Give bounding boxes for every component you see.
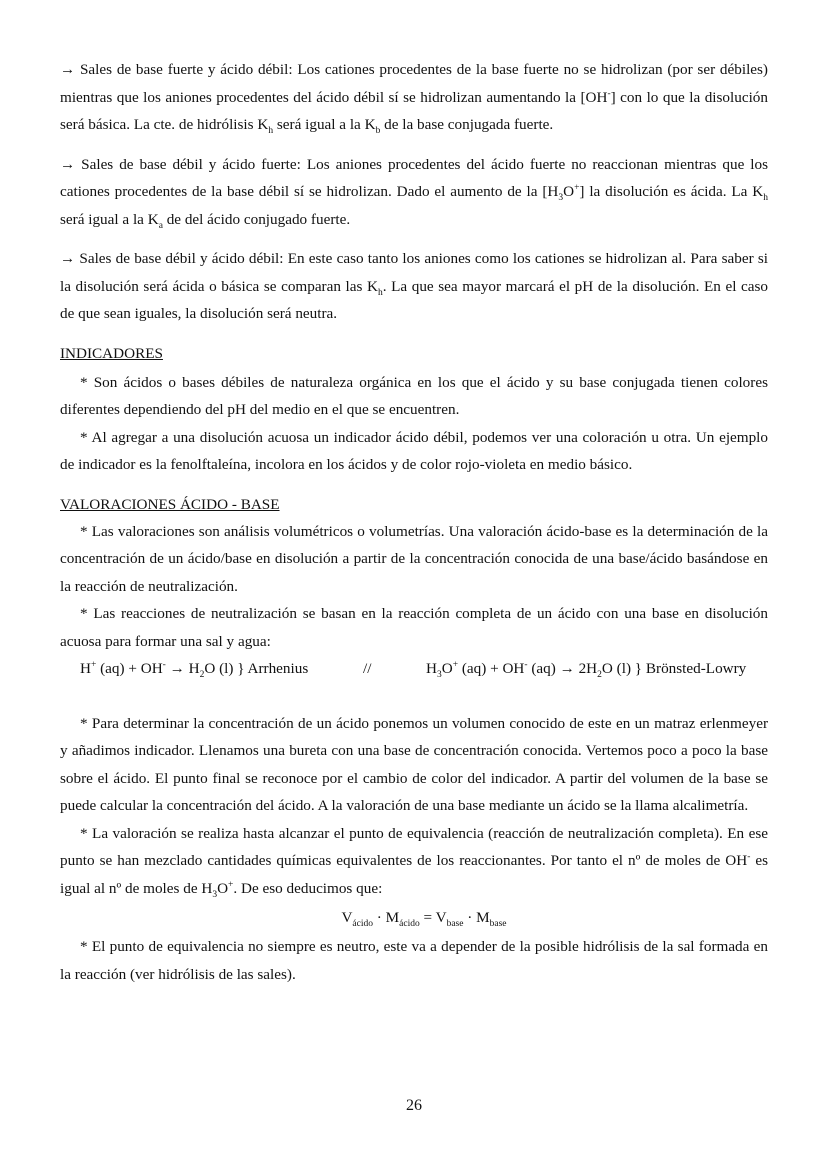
valoraciones-paragraph-3: * Para determinar la concentración de un ácido ponemos un volumen conocido de este en un matraz erlenmeyer y añadimos indicador. Llenamos una bureta con una base de concentración conocida. Vertemos poco a poco la base sobre el ácido. El punto final se reconoce por el cambio de color del indicador. A partir del volumen de la base se puede calcular la concentración del ácido. A la valoración de una base mediante un ácido se la llama alcalimetría. bbox=[60, 714, 768, 814]
neutralization-equations bbox=[80, 655, 768, 683]
salt-weak-base-weak-acid: → Sales de base débil y ácido débil: En este caso tanto los aniones como los cationes se hidrolizan al. Para saber si la disolución será ácida o básica se comparan las $K_h$. La que sea mayor marcará el pH de la disolución. En el caso de que sean iguales, la disolución será neutra. bbox=[60, 250, 768, 322]
valoraciones-heading: VALORACIONES ÁCIDO - BASE bbox=[60, 495, 280, 513]
valoraciones-paragraph-5: * El punto de equivalencia no siempre es neutro, este va a depender de la posible hidrólisis de la sal formada en la reacción (ver hidrólisis de las sales). bbox=[60, 938, 768, 983]
valoraciones-paragraph-1: * Las valoraciones son análisis volumétricos o volumetrías. Una valoración ácido-base es la determinación de la concentración de un ácido/base en disolución a partir de la concentración conocida de una base/ácido basándose en la reacción de neutralización. bbox=[60, 522, 768, 595]
arrhenius-equation: H+ $(aq) + OH^- \to H_2O$ (l) } Arrhenius bbox=[80, 659, 309, 681]
valoraciones-paragraph-4: * La valoración se realiza hasta alcanzar el punto de equivalencia (reacción de neutralización completa). En ese punto se han mezclado cantidades químicas equivalentes de los reaccionantes. Por tanto el nº de moles de OH- es igual al nº de moles de $H_3O^+$. De eso deducimos que: bbox=[60, 824, 769, 900]
salt-strong-base-weak-acid: → Sales de base fuerte y ácido débil: Los cationes procedentes de la base fuerte no se hidrolizan (por ser débiles) mientras que los aniones procedentes del ácido débil sí se hidrolizan aumentando la [OH-] con lo que la disolución será básica. La cte. de hidrólisis $K_h$ será igual a la $K_b$ de la base conjugada fuerte. bbox=[60, 61, 768, 137]
equation-separator: // bbox=[363, 660, 372, 677]
valoraciones-paragraph-2: * Las reacciones de neutralización se basan en la reacción completa de un ácido con una base en disolución acuosa para formar una sal y agua: bbox=[60, 605, 768, 650]
page-number: 26 bbox=[406, 1097, 422, 1114]
indicadores-paragraph-2: * Al agregar a una disolución acuosa un indicador ácido débil, podemos ver una coloración u otra. Un ejemplo de indicador es la fenolftaleína, incolora en los ácidos y de color rojo-violeta en medio básico. bbox=[60, 428, 768, 473]
indicadores-heading: INDICADORES bbox=[60, 344, 163, 362]
page-content bbox=[60, 56, 768, 988]
indicadores-paragraph-1: * Son ácidos o bases débiles de naturaleza orgánica en los que el ácido y su base conjugada tienen colores diferentes dependiendo del pH del medio en el que se encuentren. bbox=[60, 373, 768, 418]
equivalence-formula: $V_{ácido} \cdot M_{ácido} = V_{base} \cdot M_{base}$ bbox=[341, 909, 507, 930]
bronsted-lowry-equation: $H_3O^+$ (aq) + OH- $(aq) \to 2H_2O$ (l) } Brönsted-Lowry bbox=[426, 659, 747, 681]
salt-weak-base-strong-acid: → Sales de base débil y ácido fuerte: Los aniones procedentes del ácido fuerte no reaccionan mientras que los cationes procedentes de la base débil sí se hidrolizan. Dado el aumento de la $[H_3O^+]$ la disolución es ácida. La $K_h$ será igual a la $K_a$ de del ácido conjugado fuerte. bbox=[60, 155, 768, 231]
